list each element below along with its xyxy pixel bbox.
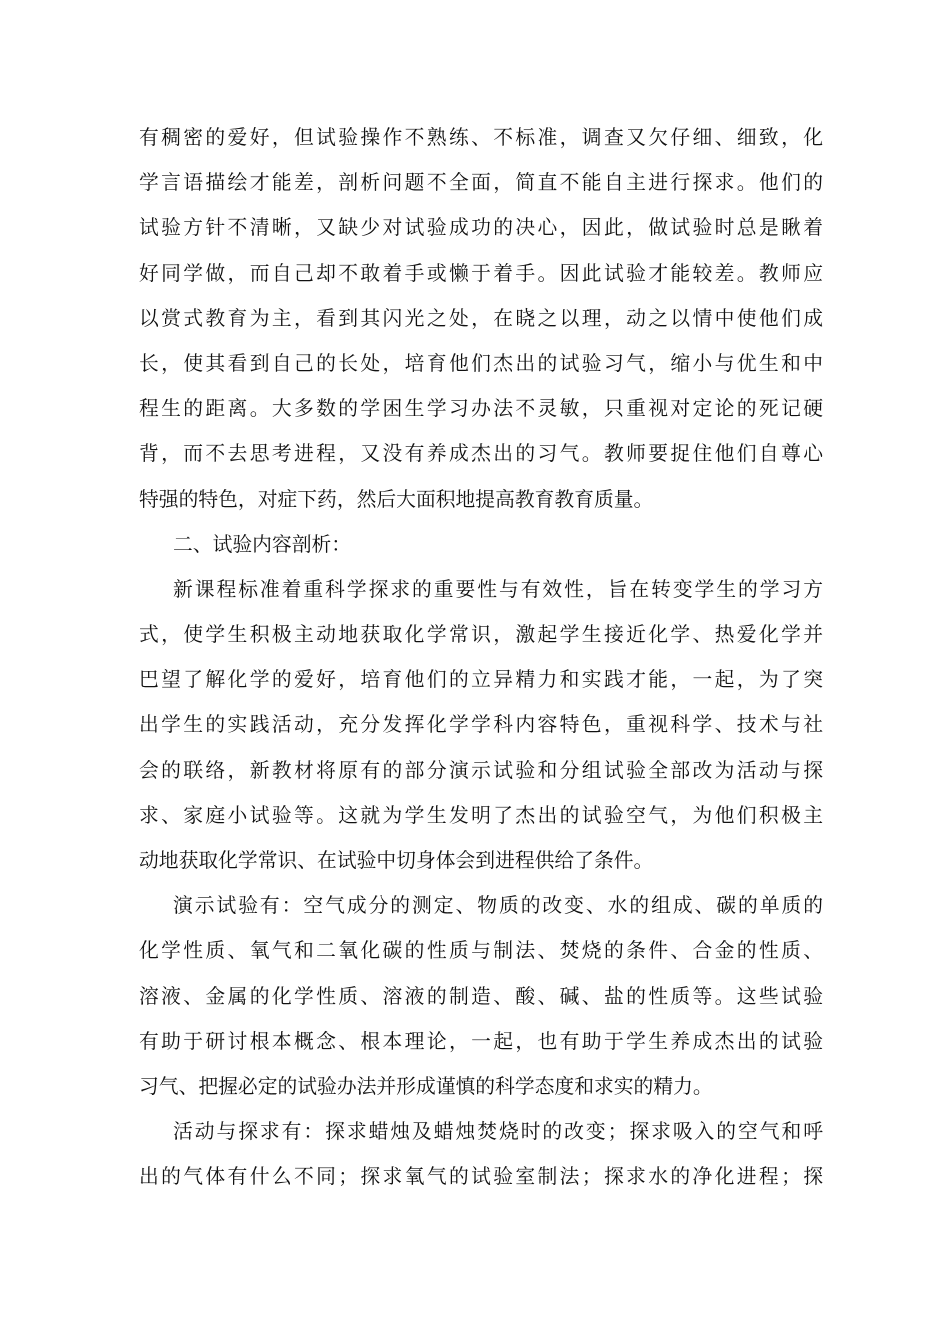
text-line: 学言语描绘才能差，剖析问题不全面，简直不能自主进行探求。他们的 — [139, 171, 823, 195]
text-line: 试验方针不清晰，又缺少对试验成功的决心，因此，做试验时总是瞅着 — [139, 216, 823, 240]
text-line: 出的气体有什么不同；探求氧气的试验室制法；探求水的净化进程；探 — [139, 1165, 823, 1189]
text-line: 化学性质、氧气和二氧化碳的性质与制法、焚烧的条件、合金的性质、 — [139, 939, 823, 963]
paragraph-3 — [139, 883, 823, 1109]
section-heading — [139, 522, 823, 567]
paragraph-2 — [139, 567, 823, 883]
text-line: 巴望了解化学的爱好，培育他们的立异精力和实践才能，一起，为了突 — [139, 668, 823, 692]
text-line: 有助于研讨根本概念、根本理论，一起，也有助于学生养成杰出的试验 — [139, 1029, 823, 1053]
text-line: 溶液、金属的化学性质、溶液的制造、酸、碱、盐的性质等。这些试验 — [139, 984, 823, 1008]
paragraph-1 — [139, 115, 823, 522]
text-line: 长，使其看到自己的长处，培育他们杰出的试验习气，缩小与优生和中 — [139, 351, 823, 375]
text-line: 以赏式教育为主，看到其闪光之处，在晓之以理，动之以情中使他们成 — [139, 306, 823, 330]
text-line: 新课程标准着重科学探求的重要性与有效性，旨在转变学生的学习方 — [173, 577, 823, 601]
text-line: 会的联络，新教材将原有的部分演示试验和分组试验全部改为活动与探 — [139, 758, 823, 782]
text-line: 演示试验有：空气成分的测定、物质的改变、水的组成、碳的单质的 — [173, 894, 823, 918]
text-line: 习气、把握必定的试验办法并形成谨慎的科学态度和求实的精力。 — [139, 1074, 713, 1098]
text-line: 程生的距离。大多数的学困生学习办法不灵敏，只重视对定论的死记硬 — [139, 397, 823, 421]
body-text — [139, 115, 823, 1200]
text-line: 背，而不去思考进程，又没有养成杰出的习气。教师要捉住他们自尊心 — [139, 442, 823, 466]
text-line: 求、家庭小试验等。这就为学生发明了杰出的试验空气，为他们积极主 — [139, 803, 823, 827]
text-line: 好同学做，而自己却不敢着手或懒于着手。因此试验才能较差。教师应 — [139, 261, 823, 285]
text-line: 有稠密的爱好，但试验操作不熟练、不标准，调查又欠仔细、细致，化 — [139, 126, 823, 149]
text-line: 活动与探求有：探求蜡烛及蜡烛焚烧时的改变；探求吸入的空气和呼 — [173, 1120, 823, 1144]
text-line: 出学生的实践活动，充分发挥化学学科内容特色，重视科学、技术与社 — [139, 713, 823, 737]
paragraph-4 — [139, 1109, 823, 1199]
text-line: 式，使学生积极主动地获取化学常识，激起学生接近化学、热爱化学并 — [139, 623, 823, 647]
text-line: 特强的特色，对症下药，然后大面积地提高教育教育质量。 — [139, 487, 654, 511]
heading-text: 二、试验内容剖析： — [173, 532, 352, 556]
text-line: 动地获取化学常识、在试验中切身体会到进程供给了条件。 — [139, 849, 654, 872]
